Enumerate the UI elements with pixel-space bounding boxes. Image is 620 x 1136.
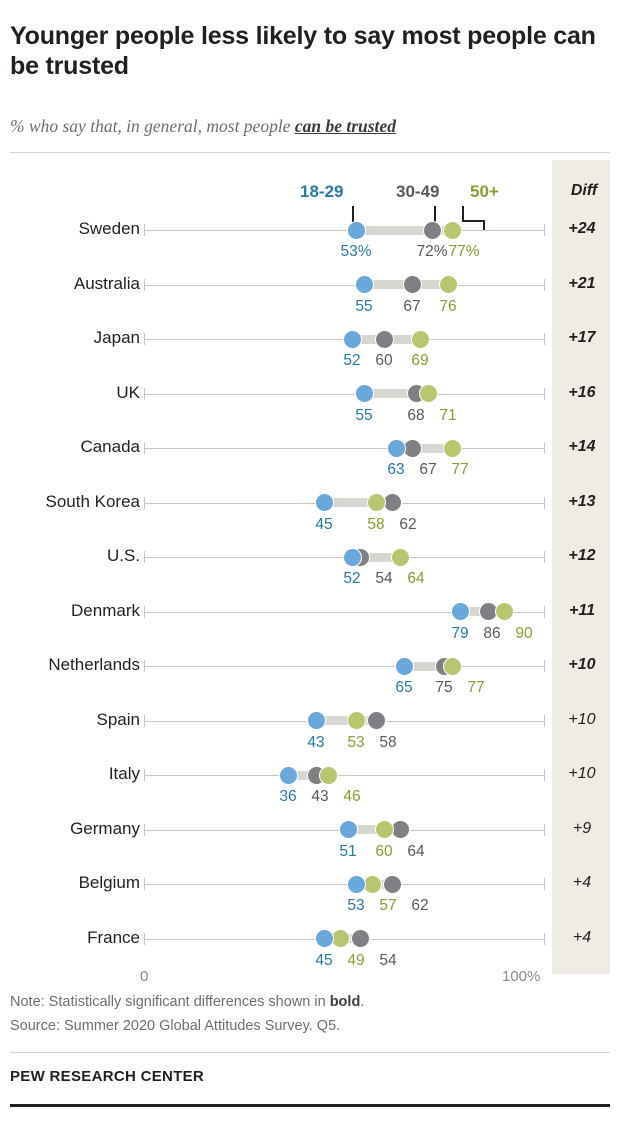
- axis-tick-start: [144, 442, 145, 454]
- dot-50plus: [375, 820, 394, 839]
- dot-50plus: [419, 384, 438, 403]
- dot-18-29: [451, 602, 470, 621]
- country-label: Spain: [96, 709, 140, 729]
- dot-30-49: [351, 929, 370, 948]
- divider-middle: [10, 1052, 610, 1053]
- dot-30-49: [383, 875, 402, 894]
- dot-18-29: [355, 275, 374, 294]
- axis-tick-start: [144, 497, 145, 509]
- value-label-30-49: 86: [483, 624, 501, 642]
- diff-value: +17: [568, 329, 596, 346]
- axis-tick-end: [544, 769, 545, 781]
- dot-18-29: [355, 384, 374, 403]
- brand-label: PEW RESEARCH CENTER: [10, 1068, 205, 1085]
- dot-30-49: [375, 330, 394, 349]
- country-label: France: [87, 927, 140, 947]
- row-axis-line: [144, 394, 544, 395]
- diff-column-header: Diff: [570, 182, 598, 199]
- axis-tick-start: [144, 279, 145, 291]
- subtitle-prefix: % who say that, in general, most people: [10, 116, 295, 136]
- country-label: Australia: [73, 273, 140, 293]
- country-label: Belgium: [78, 873, 140, 892]
- note-suffix: .: [360, 994, 365, 1010]
- diff-value: +14: [568, 438, 596, 455]
- value-label-18-29: 79: [451, 624, 469, 642]
- dot-50plus: [411, 330, 430, 349]
- value-label-50plus: 90: [515, 624, 533, 642]
- legend-leader-old-drop: [483, 220, 485, 230]
- row-axis-line: [144, 448, 544, 449]
- note-emphasis: bold: [329, 994, 361, 1010]
- dot-18-29: [279, 766, 298, 785]
- axis-tick-start: [144, 224, 145, 236]
- diff-value: +12: [568, 547, 596, 564]
- value-label-50plus: 77%: [448, 243, 480, 260]
- dot-30-49: [367, 711, 386, 730]
- value-label-18-29: 43: [307, 733, 325, 751]
- value-label-30-49: 62: [399, 515, 417, 533]
- divider-top: [10, 152, 610, 153]
- country-label: Japan: [93, 328, 140, 347]
- dot-30-49: [403, 275, 422, 294]
- value-label-18-29: 45: [315, 515, 333, 533]
- axis-tick-end: [544, 606, 545, 618]
- diff-value: +4: [572, 874, 592, 891]
- diff-value: +4: [572, 928, 592, 946]
- axis-tick-end: [544, 551, 545, 563]
- chart-subtitle: [10, 116, 614, 137]
- dot-plot: [0, 160, 620, 985]
- value-label-50plus: 49: [347, 951, 365, 969]
- axis-tick-end: [544, 824, 545, 836]
- dot-50plus: [367, 493, 386, 512]
- axis-tick-start: [144, 551, 145, 563]
- diff-value: +24: [568, 220, 596, 237]
- axis-tick-end: [544, 388, 545, 400]
- value-label-30-49: 67: [403, 297, 421, 315]
- axis-tick-end: [544, 442, 545, 454]
- dot-50plus: [495, 602, 514, 621]
- axis-tick-end: [544, 497, 545, 509]
- divider-bottom: [10, 1104, 610, 1107]
- value-label-50plus: 69: [411, 352, 429, 369]
- dot-18-29: [339, 820, 358, 839]
- axis-tick-start: [144, 606, 145, 618]
- axis-tick-end: [544, 878, 545, 890]
- axis-tick-end: [544, 715, 545, 727]
- value-label-30-49: 43: [311, 788, 329, 805]
- diff-value: +16: [568, 383, 596, 401]
- value-label-18-29: 45: [315, 951, 333, 969]
- axis-min-label: 0: [140, 968, 149, 985]
- row-axis-line: [144, 666, 544, 667]
- dot-18-29: [343, 330, 362, 349]
- value-label-30-49: 75: [435, 679, 453, 696]
- axis-tick-end: [544, 333, 545, 345]
- diff-value: +11: [569, 601, 595, 619]
- country-label: Sweden: [78, 219, 140, 238]
- axis-tick-end: [544, 279, 545, 291]
- value-label-30-49: 67: [419, 461, 437, 478]
- diff-value: +10: [568, 656, 596, 673]
- value-label-18-29: 53: [347, 897, 365, 914]
- value-label-30-49: 60: [375, 352, 393, 369]
- value-label-18-29: 63: [387, 461, 405, 478]
- value-label-18-29: 55: [355, 297, 373, 315]
- note-prefix: Note: Statistically significant differences shown in: [10, 994, 330, 1010]
- country-label: Canada: [80, 437, 140, 456]
- value-label-50plus: 64: [407, 570, 425, 587]
- dot-50plus: [443, 221, 462, 240]
- value-label-30-49: 64: [407, 842, 425, 860]
- axis-tick-end: [544, 660, 545, 672]
- dot-30-49: [423, 221, 442, 240]
- value-label-50plus: 60: [375, 842, 393, 860]
- chart-note: [10, 992, 610, 1013]
- legend-item-30-49: 30-49: [396, 182, 440, 201]
- axis-tick-start: [144, 824, 145, 836]
- axis-tick-start: [144, 933, 145, 945]
- value-label-30-49: 54: [375, 570, 393, 587]
- dot-18-29: [347, 875, 366, 894]
- subtitle-emphasis: can be trusted: [294, 116, 396, 136]
- value-label-50plus: 77: [467, 679, 485, 696]
- value-label-18-29: 51: [339, 842, 357, 860]
- value-label-30-49: 72%: [416, 243, 448, 260]
- country-label: South Korea: [45, 491, 140, 511]
- value-label-30-49: 62: [411, 897, 429, 914]
- value-label-18-29: 53%: [340, 243, 372, 260]
- value-label-50plus: 71: [439, 406, 457, 424]
- dot-18-29: [315, 929, 334, 948]
- axis-tick-start: [144, 660, 145, 672]
- axis-tick-end: [544, 224, 545, 236]
- legend-item-50plus: 50+: [470, 182, 499, 201]
- row-axis-line: [144, 285, 544, 286]
- value-label-50plus: 57: [379, 897, 397, 914]
- axis-tick-start: [144, 715, 145, 727]
- value-label-30-49: 54: [379, 951, 397, 969]
- dot-18-29: [343, 548, 362, 567]
- axis-max-label: 100%: [502, 968, 541, 985]
- diff-value: +21: [568, 274, 596, 292]
- dot-50plus: [319, 766, 338, 785]
- country-label: Germany: [70, 818, 140, 838]
- dot-50plus: [443, 657, 462, 676]
- row-axis-line: [144, 230, 544, 231]
- country-label: Denmark: [71, 600, 140, 620]
- chart-source: Source: Summer 2020 Global Attitudes Survey. Q5.: [10, 1018, 341, 1034]
- diff-value: +9: [572, 819, 592, 837]
- dot-50plus: [439, 275, 458, 294]
- diff-value: +10: [568, 710, 596, 728]
- axis-tick-start: [144, 388, 145, 400]
- value-label-50plus: 58: [367, 515, 385, 533]
- value-label-18-29: 36: [279, 788, 297, 805]
- legend-item-18-29: 18-29: [300, 182, 344, 201]
- value-label-18-29: 52: [343, 352, 361, 369]
- value-label-18-29: 52: [343, 570, 361, 587]
- value-label-18-29: 55: [355, 406, 373, 424]
- legend-leader-old-horiz: [462, 220, 484, 222]
- value-label-50plus: 76: [439, 297, 457, 315]
- diff-value: +13: [568, 492, 596, 510]
- dot-18-29: [315, 493, 334, 512]
- country-label: Italy: [108, 764, 140, 783]
- dot-50plus: [347, 711, 366, 730]
- axis-tick-end: [544, 933, 545, 945]
- dot-50plus: [443, 439, 462, 458]
- dot-50plus: [391, 548, 410, 567]
- country-label: UK: [116, 382, 140, 402]
- value-label-18-29: 65: [395, 679, 413, 696]
- row-axis-line: [144, 884, 544, 885]
- country-label: U.S.: [106, 546, 140, 565]
- dot-18-29: [395, 657, 414, 676]
- axis-tick-start: [144, 769, 145, 781]
- axis-tick-start: [144, 878, 145, 890]
- row-axis-line: [144, 775, 544, 776]
- value-label-50plus: 53: [347, 733, 365, 751]
- value-label-30-49: 68: [407, 406, 425, 424]
- dot-18-29: [347, 221, 366, 240]
- diff-value: +10: [568, 765, 596, 782]
- page-title: Younger people less likely to say most people can be trusted: [10, 22, 596, 80]
- dot-18-29: [307, 711, 326, 730]
- value-label-30-49: 58: [379, 733, 397, 751]
- dot-18-29: [387, 439, 406, 458]
- axis-tick-start: [144, 333, 145, 345]
- country-label: Netherlands: [48, 655, 140, 674]
- value-label-50plus: 46: [343, 788, 361, 805]
- value-label-50plus: 77: [451, 461, 469, 478]
